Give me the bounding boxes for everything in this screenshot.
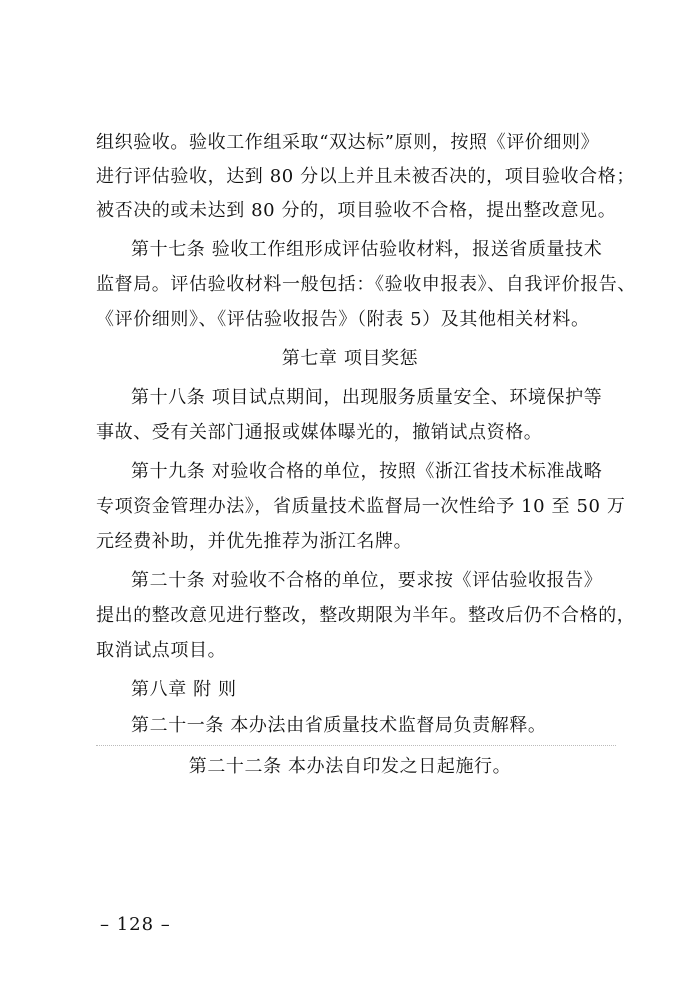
article-22-line: 第二十二条 本办法自印发之日起施行。 [188, 756, 512, 777]
dotted-divider [96, 745, 616, 746]
chapter-7-heading: 第七章 项目奖惩 [281, 348, 419, 369]
text-line-1: 组织验收。验收工作组采取“双达标”原则，按照《评价细则》 [96, 132, 600, 153]
article-17-line-1: 第十七条 验收工作组形成评估验收材料，报送省质量技术 [131, 239, 603, 260]
article-19-line-2: 专项资金管理办法》，省质量技术监督局一次性给予 10 至 50 万 [96, 496, 626, 517]
article-20-line-3: 取消试点项目。 [96, 640, 227, 661]
chapter-8-heading: 第八章 附 则 [131, 679, 237, 700]
text-line-3: 被否决的或未达到 80 分的，项目验收不合格，提出整改意见。 [96, 200, 617, 221]
page-number: – 128 – [100, 914, 171, 935]
article-17-line-2: 监督局。评估验收材料一般包括：《验收申报表》、自我评价报告、 [96, 274, 636, 295]
article-21-line: 第二十一条 本办法由省质量技术监督局负责解释。 [131, 715, 547, 736]
article-18-line-2: 事故、受有关部门通报或媒体曝光的，撤销试点资格。 [96, 422, 543, 443]
text-line-2: 进行评估验收，达到 80 分以上并且未被否决的，项目验收合格； [96, 166, 635, 187]
article-18-line-1: 第十八条 项目试点期间，出现服务质量安全、环境保护等 [131, 387, 603, 408]
article-19-line-3: 元经费补助，并优先推荐为浙江名牌。 [96, 531, 413, 552]
article-20-line-1: 第二十条 对验收不合格的单位，要求按《评估验收报告》 [131, 570, 603, 591]
article-17-line-3: 《评价细则》、《评估验收报告》（附表 5）及其他相关材料。 [96, 309, 590, 330]
article-19-line-1: 第十九条 对验收合格的单位，按照《浙江省技术标准战略 [131, 461, 603, 482]
article-20-line-2: 提出的整改意见进行整改，整改期限为半年。整改后仍不合格的， [96, 605, 636, 626]
